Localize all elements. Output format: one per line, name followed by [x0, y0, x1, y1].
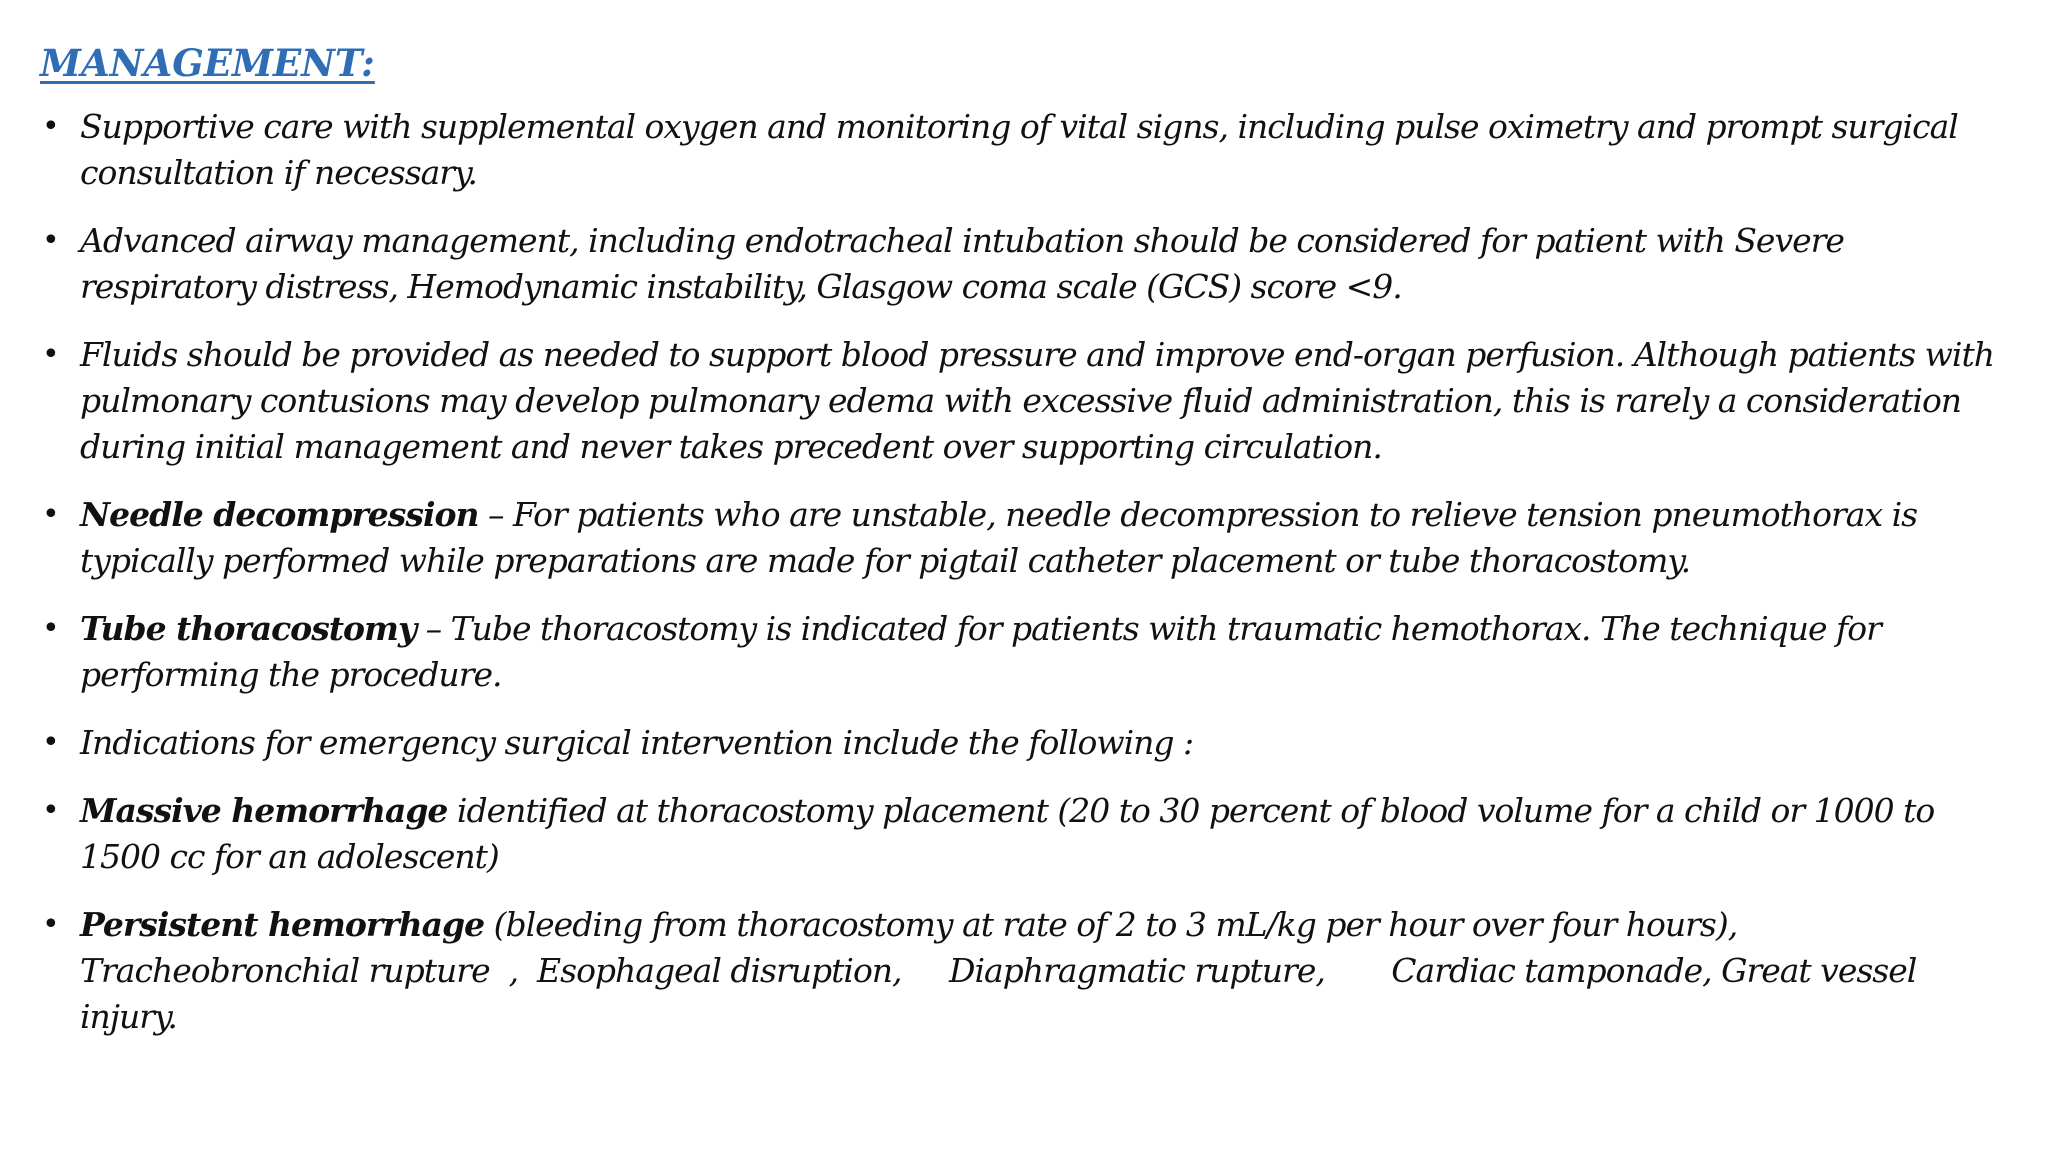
list-item-airway-management — [40, 218, 2008, 310]
page-title: MANAGEMENT: — [40, 41, 375, 85]
bullet-dot-icon: • — [42, 337, 59, 372]
list-item-term: Tube thoracostomy — [80, 609, 417, 648]
bullet-list — [40, 104, 2008, 1040]
list-item-term: Needle decompression — [80, 495, 479, 534]
list-item-text: – Tube thoracostomy is indicated for patients with traumatic hemothorax. The technique for performing the procedure. — [80, 609, 1881, 694]
list-item-tube-thoracostomy — [40, 606, 2008, 698]
bullet-dot-icon: • — [42, 611, 59, 646]
list-item-text: (bleeding from thoracostomy at rate of 2 to 3 mL/kg per hour over four hours), Tracheobronchial rupture , Esophageal disruption, Diaphragmatic rupture, Cardiac tamponade, Great vessel injury. — [80, 905, 1926, 1036]
list-item-text: Indications for emergency surgical intervention include the following : — [80, 723, 1194, 762]
bullet-dot-icon: • — [42, 725, 59, 760]
list-item-text: Supportive care with supplemental oxygen and monitoring of vital signs, including pulse oximetry and prompt surgical consultation if necessary. — [80, 107, 1958, 192]
bullet-dot-icon: • — [42, 907, 59, 942]
list-item-term: Persistent hemorrhage — [80, 905, 485, 944]
list-item-text: Advanced airway management, including endotracheal intubation should be considered for patient with Severe respiratory distress, Hemodynamic instability, Glasgow coma scale (GCS) score <9. — [80, 221, 1844, 306]
list-item-text: – For patients who are unstable, needle decompression to relieve tension pneumothorax is typically performed while preparations are made for pigtail catheter placement or tube thoracostomy. — [80, 495, 1918, 580]
list-item-indications — [40, 720, 2008, 766]
bullet-dot-icon: • — [42, 793, 59, 828]
bullet-dot-icon: • — [42, 223, 59, 258]
list-item-supportive-care — [40, 104, 2008, 196]
bullet-dot-icon: • — [42, 109, 59, 144]
list-item-needle-decompression — [40, 492, 2008, 584]
list-item-massive-hemorrhage — [40, 788, 2008, 880]
list-item-persistent-hemorrhage — [40, 902, 2008, 1040]
bullet-dot-icon: • — [42, 497, 59, 532]
list-item-term: Massive hemorrhage — [80, 791, 448, 830]
list-item-text: identified at thoracostomy placement (20 to 30 percent of blood volume for a child or 1000 to 1500 cc for an adolescent) — [80, 791, 1935, 876]
list-item-fluids — [40, 332, 2008, 470]
list-item-text: Fluids should be provided as needed to support blood pressure and improve end-organ perfusion. Although patients with pulmonary contusions may develop pulmonary edema with excessive fluid administration, this is rarely a consideration during initial management and never takes precedent over supporting circulation. — [80, 335, 1994, 466]
